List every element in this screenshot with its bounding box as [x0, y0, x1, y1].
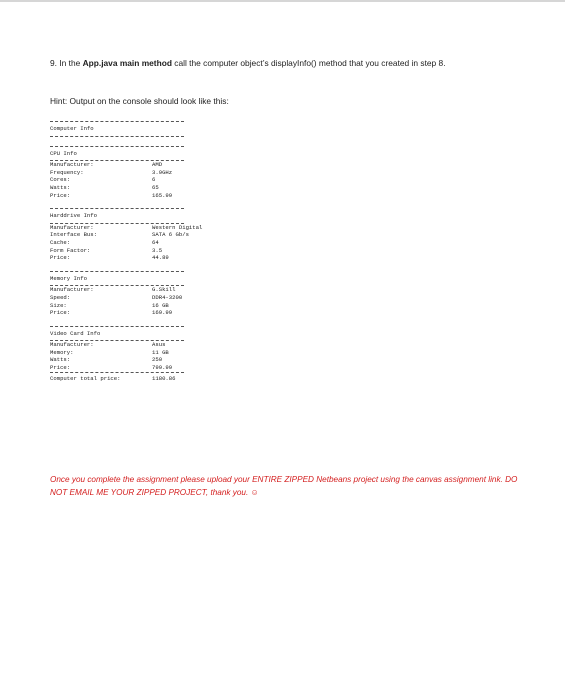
section-title: CPU Info	[50, 149, 77, 157]
hint-text: Hint: Output on the console should look like this:	[50, 96, 229, 106]
info-row: Watts: 65	[50, 183, 159, 191]
total-value: 1180.86	[152, 374, 176, 382]
info-row: Manufacturer: G.Skill	[50, 286, 176, 294]
info-row: Size: 16 GB	[50, 301, 169, 309]
info-row: Form Factor: 3.5	[50, 246, 163, 254]
section-title: Harddrive Info	[50, 212, 97, 220]
divider	[50, 372, 184, 373]
info-row: Price: 44.89	[50, 254, 169, 262]
step-prefix: 9. In the	[50, 58, 83, 68]
info-row: Manufacturer: Western Digital	[50, 223, 203, 231]
info-row: Memory: 11 GB	[50, 348, 169, 356]
info-row: Manufacturer: AMD	[50, 161, 163, 169]
console-title: Computer Info	[50, 125, 94, 132]
top-divider	[0, 0, 565, 2]
info-row: Watts: 250	[50, 356, 163, 364]
total-row	[50, 375, 250, 383]
step-instruction	[50, 56, 520, 70]
section-title: Video Card Info	[50, 329, 101, 337]
step-bold: App.java main method	[82, 58, 172, 68]
info-row: Frequency: 3.9GHz	[50, 168, 173, 176]
console-output	[50, 121, 250, 382]
info-row: Interface Bus: SATA 6 Gb/s	[50, 231, 189, 239]
info-row: Cache: 64	[50, 238, 159, 246]
info-row: Cores: 6	[50, 176, 156, 184]
info-row: Price: 799.99	[50, 364, 173, 372]
submission-note: Once you complete the assignment please upload your ENTIRE ZIPPED Netbeans project using the canvas assignment link. DO NOT EMAIL ME YOUR ZIPPED PROJECT, thank you. ☺	[50, 475, 518, 497]
info-row: Manufacturer: Asus	[50, 341, 166, 349]
info-row: Price: 165.99	[50, 191, 173, 199]
step-suffix: call the computer object’s displayInfo() method that you created in step 8.	[171, 58, 446, 68]
info-row: Price: 169.99	[50, 309, 173, 317]
total-label: Computer total price:	[50, 374, 121, 382]
section-title: Memory Info	[50, 274, 87, 282]
info-row: Speed: DDR4-3200	[50, 293, 183, 301]
